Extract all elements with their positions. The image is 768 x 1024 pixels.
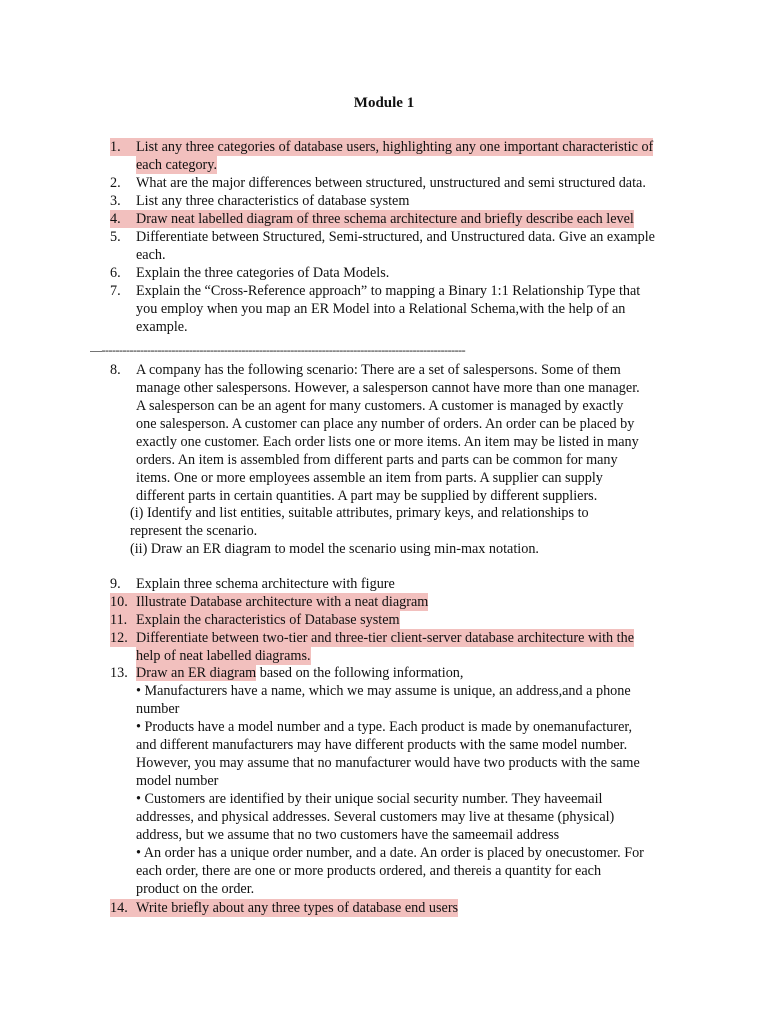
question-7-line-2: you employ when you map an ER Model into a Relational Schema,with the help of an	[136, 301, 626, 317]
question-14-line-1: Write briefly about any three types of database end users	[136, 900, 459, 916]
question-8-line: items. One or more employees assemble an item from parts. A supplier can supply	[136, 470, 603, 486]
question-11-number: 11.	[110, 611, 136, 629]
question-12-line-1: Differentiate between two-tier and three-tier client-server database architecture with the	[136, 630, 635, 646]
question-11-line-1: Explain the characteristics of Database system	[136, 612, 400, 628]
question-13-line: • An order has a unique order number, and a date. An order is placed by onecustomer. For	[136, 845, 644, 861]
question-8-subpart-1-cont: represent the scenario.	[130, 523, 258, 539]
question-6-line-1: Explain the three categories of Data Models.	[136, 265, 390, 281]
question-5-line-2: each.	[136, 247, 166, 263]
question-9-number: 9.	[110, 576, 121, 592]
question-1-line-2: each category.	[136, 157, 217, 173]
question-5-line-1: Differentiate between Structured, Semi-structured, and Unstructured data. Give an example	[136, 229, 655, 245]
question-13-line: • Products have a model number and a type. Each product is made by onemanufacturer,	[136, 719, 633, 735]
question-13-line: • Manufacturers have a name, which we may assume is unique, an address,and a phone	[136, 683, 631, 699]
question-13-line: and different manufacturers may have different products with the same model number.	[136, 737, 628, 753]
question-7-line-3: example.	[136, 319, 188, 335]
question-9-line-1: Explain three schema architecture with figure	[136, 576, 395, 592]
question-14-number: 14.	[110, 899, 136, 917]
question-2-line-1: What are the major differences between structured, unstructured and semi structured data.	[136, 175, 646, 191]
question-5-number: 5.	[110, 229, 121, 245]
question-8-subpart-1: (i) Identify and list entities, suitable attributes, primary keys, and relationships to	[130, 505, 589, 521]
question-3-line-1: List any three characteristics of database system	[136, 193, 410, 209]
question-13-line-1	[136, 664, 463, 682]
question-2-number: 2.	[110, 175, 121, 191]
question-13-number: 13.	[110, 665, 128, 681]
question-8-line: one salesperson. A customer can place any number of orders. An order can be placed by	[136, 416, 635, 432]
question-13-line: addresses, and physical addresses. Several customers may live at thesame (physical)	[136, 809, 615, 825]
question-12-number: 12.	[110, 629, 136, 647]
question-4-line-1: Draw neat labelled diagram of three schema architecture and briefly describe each level	[136, 211, 634, 227]
question-8-number: 8.	[110, 362, 121, 378]
question-13-line: • Customers are identified by their unique social security number. They haveemail	[136, 791, 603, 807]
question-3-number: 3.	[110, 193, 121, 209]
question-6-number: 6.	[110, 265, 121, 281]
question-13-line: address, but we assume that no two customers have the sameemail address	[136, 827, 560, 843]
question-10-line-1: Illustrate Database architecture with a neat diagram	[136, 594, 429, 610]
question-8-line: A company has the following scenario: There are a set of salespersons. Some of them	[136, 362, 621, 378]
question-13-line: model number	[136, 773, 219, 789]
question-8-line: manage other salespersons. However, a salesperson cannot have more than one manager.	[136, 380, 640, 396]
question-13-line: However, you may assume that no manufacturer would have two products with the same	[136, 755, 640, 771]
question-7-line-1: Explain the “Cross-Reference approach” to mapping a Binary 1:1 Relationship Type that	[136, 283, 641, 299]
question-13-line: each order, there are one or more products ordered, and thereis a quantity for each	[136, 863, 602, 879]
question-1-number: 1.	[110, 138, 136, 156]
question-8-line: A salesperson can be an agent for many customers. A customer is managed by exactly	[136, 398, 624, 414]
question-10-number: 10.	[110, 593, 136, 611]
question-1-line-1: List any three categories of database users, highlighting any one important characteristic of	[136, 139, 654, 155]
question-4-number: 4.	[110, 210, 136, 228]
question-7-number: 7.	[110, 283, 121, 299]
question-13-line: number	[136, 701, 180, 717]
question-8-line: orders. An item is assembled from different parts and parts can be common for many	[136, 452, 618, 468]
question-8-line: different parts in certain quantities. A part may be supplied by different suppliers.	[136, 488, 598, 504]
section-separator: —--------------------------------------------------------------------------------------------------------	[90, 343, 466, 357]
page-title: Module 1	[353, 95, 415, 111]
question-8-line: exactly one customer. Each order lists one or more items. An item may be listed in many	[136, 434, 639, 450]
question-12-line-2: help of neat labelled diagrams.	[136, 648, 311, 664]
question-8-subpart-2: (ii) Draw an ER diagram to model the scenario using min-max notation.	[130, 541, 539, 557]
question-13-line: product on the order.	[136, 881, 255, 897]
question-13-line-1-rest: based on the following information,	[256, 665, 464, 681]
question-13-highlight: Draw an ER diagram	[136, 665, 257, 681]
